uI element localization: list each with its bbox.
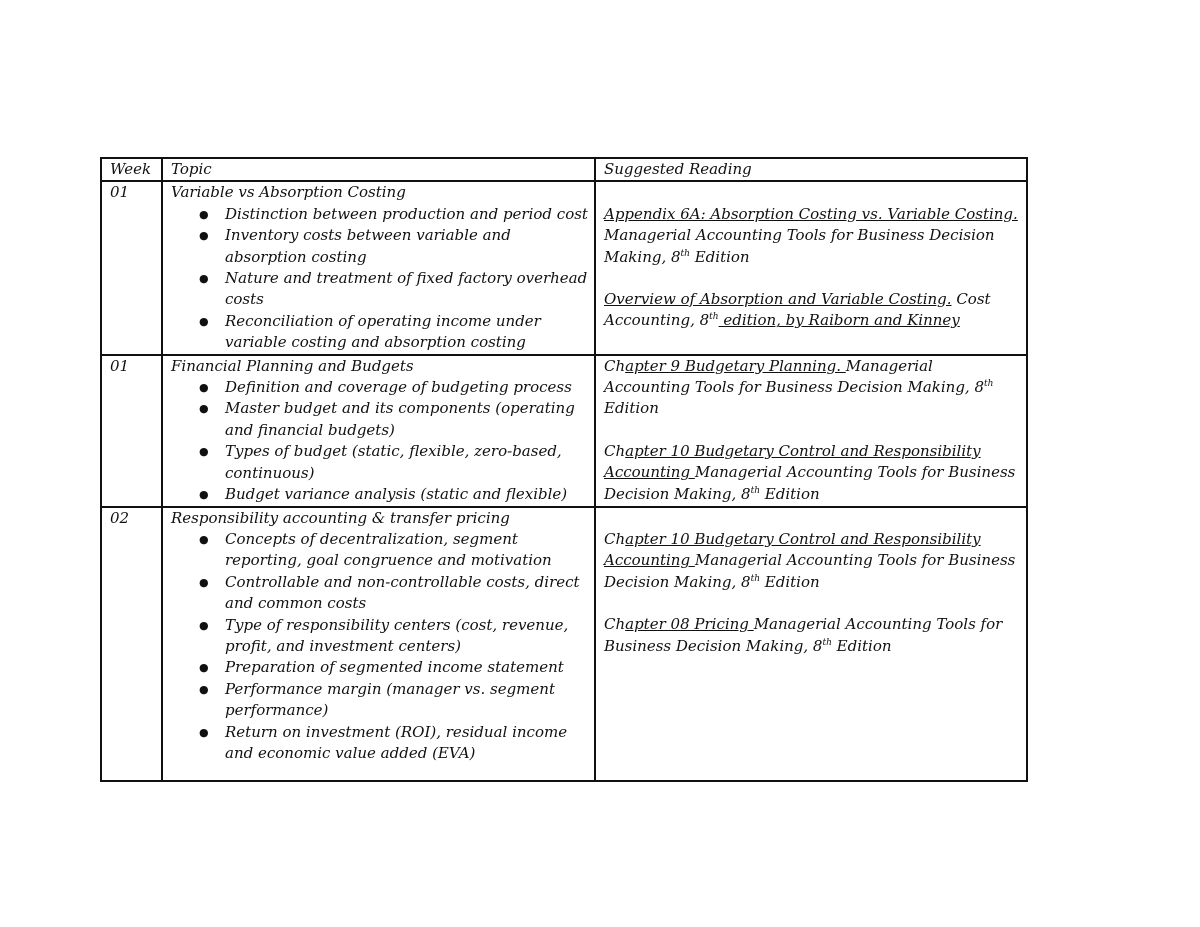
header-topic: Topic — [162, 158, 595, 181]
topic-bullet: ● Inventory costs between variable and absorption costing — [171, 225, 590, 268]
table-row — [101, 507, 1027, 781]
reading-cell — [595, 355, 1027, 507]
reading-link[interactable]: apter 10 Budgetary Control and Responsibility — [625, 529, 981, 548]
week-cell: 01 — [101, 355, 162, 507]
topic-bullet-list — [171, 377, 590, 505]
reading-reference: Appendix 6A: Absorption Costing vs. Variable Costing. Managerial Accounting Tools for Business Decision Making, 8th Edition — [604, 204, 1018, 266]
table-row — [101, 181, 1027, 354]
topic-bullet: ● Performance margin (manager vs. segment performance) — [171, 679, 590, 722]
topic-cell — [162, 507, 595, 781]
reading-link[interactable]: Accounting — [604, 463, 695, 482]
topic-bullet: ● Nature and treatment of fixed factory overhead costs — [171, 268, 590, 311]
topic-bullet: ● Distinction between production and period cost — [171, 204, 590, 225]
week-cell: 01 — [101, 181, 162, 354]
topic-bullet: ● Master budget and its components (operating and financial budgets) — [171, 398, 590, 441]
topic-bullet: ● Type of responsibility centers (cost, revenue, profit, and investment centers) — [171, 615, 590, 658]
reading-link[interactable]: apter 08 Pricing — [625, 615, 754, 634]
table-row — [101, 355, 1027, 507]
header-suggested-reading: Suggested Reading — [595, 158, 1027, 181]
topic-bullet: ● Preparation of segmented income statement — [171, 657, 590, 678]
topic-title: Responsibility accounting & transfer pricing — [171, 508, 510, 527]
topic-title: Financial Planning and Budgets — [171, 356, 414, 375]
table-header-row — [101, 158, 1027, 181]
reading-reference: Chapter 10 Budgetary Control and Responsibility Accounting Managerial Accounting Tools for Business Decision Making, 8th Edition — [604, 529, 1016, 591]
topic-cell — [162, 181, 595, 354]
reading-link[interactable]: apter 9 Budgetary Planning. — [625, 356, 846, 375]
topic-bullet: ● Concepts of decentralization, segment reporting, goal congruence and motivation — [171, 529, 590, 572]
reading-cell — [595, 507, 1027, 781]
reading-reference: Overview of Absorption and Variable Costing. Cost Accounting, 8th edition, by Raiborn and Kinney — [604, 290, 991, 330]
course-schedule-table — [100, 157, 1028, 782]
topic-bullet: ● Return on investment (ROI), residual income and economic value added (EVA) — [171, 722, 590, 765]
reading-link[interactable]: Overview of Absorption and Variable Costing. — [604, 290, 952, 309]
topic-bullet: ● Budget variance analysis (static and flexible) — [171, 484, 590, 505]
header-week: Week — [101, 158, 162, 181]
topic-bullet: ● Controllable and non-controllable costs, direct and common costs — [171, 572, 590, 615]
topic-bullet: ● Types of budget (static, flexible, zero-based, continuous) — [171, 441, 590, 484]
topic-bullet: ● Reconciliation of operating income under variable costing and absorption costing — [171, 311, 590, 354]
reading-reference: Chapter 08 Pricing Managerial Accounting Tools for Business Decision Making, 8th Edition — [604, 615, 1003, 655]
topic-title: Variable vs Absorption Costing — [171, 183, 406, 202]
topic-bullet-list — [171, 204, 590, 354]
reading-link[interactable]: Accounting — [604, 551, 695, 570]
reading-link[interactable]: Appendix 6A: Absorption Costing vs. Variable Costing. — [604, 204, 1018, 223]
week-cell: 02 — [101, 507, 162, 781]
topic-bullet: ● Definition and coverage of budgeting process — [171, 377, 590, 398]
reading-reference: Chapter 9 Budgetary Planning. Managerial Accounting Tools for Business Decision Making, 8th Edition — [604, 356, 994, 418]
topic-bullet-list — [171, 529, 590, 764]
reading-link[interactable]: apter 10 Budgetary Control and Responsibility — [625, 441, 981, 460]
reading-reference: Chapter 10 Budgetary Control and Responsibility Accounting Managerial Accounting Tools for Business Decision Making, 8th Edition — [604, 441, 1016, 503]
reading-cell — [595, 181, 1027, 354]
topic-cell — [162, 355, 595, 507]
